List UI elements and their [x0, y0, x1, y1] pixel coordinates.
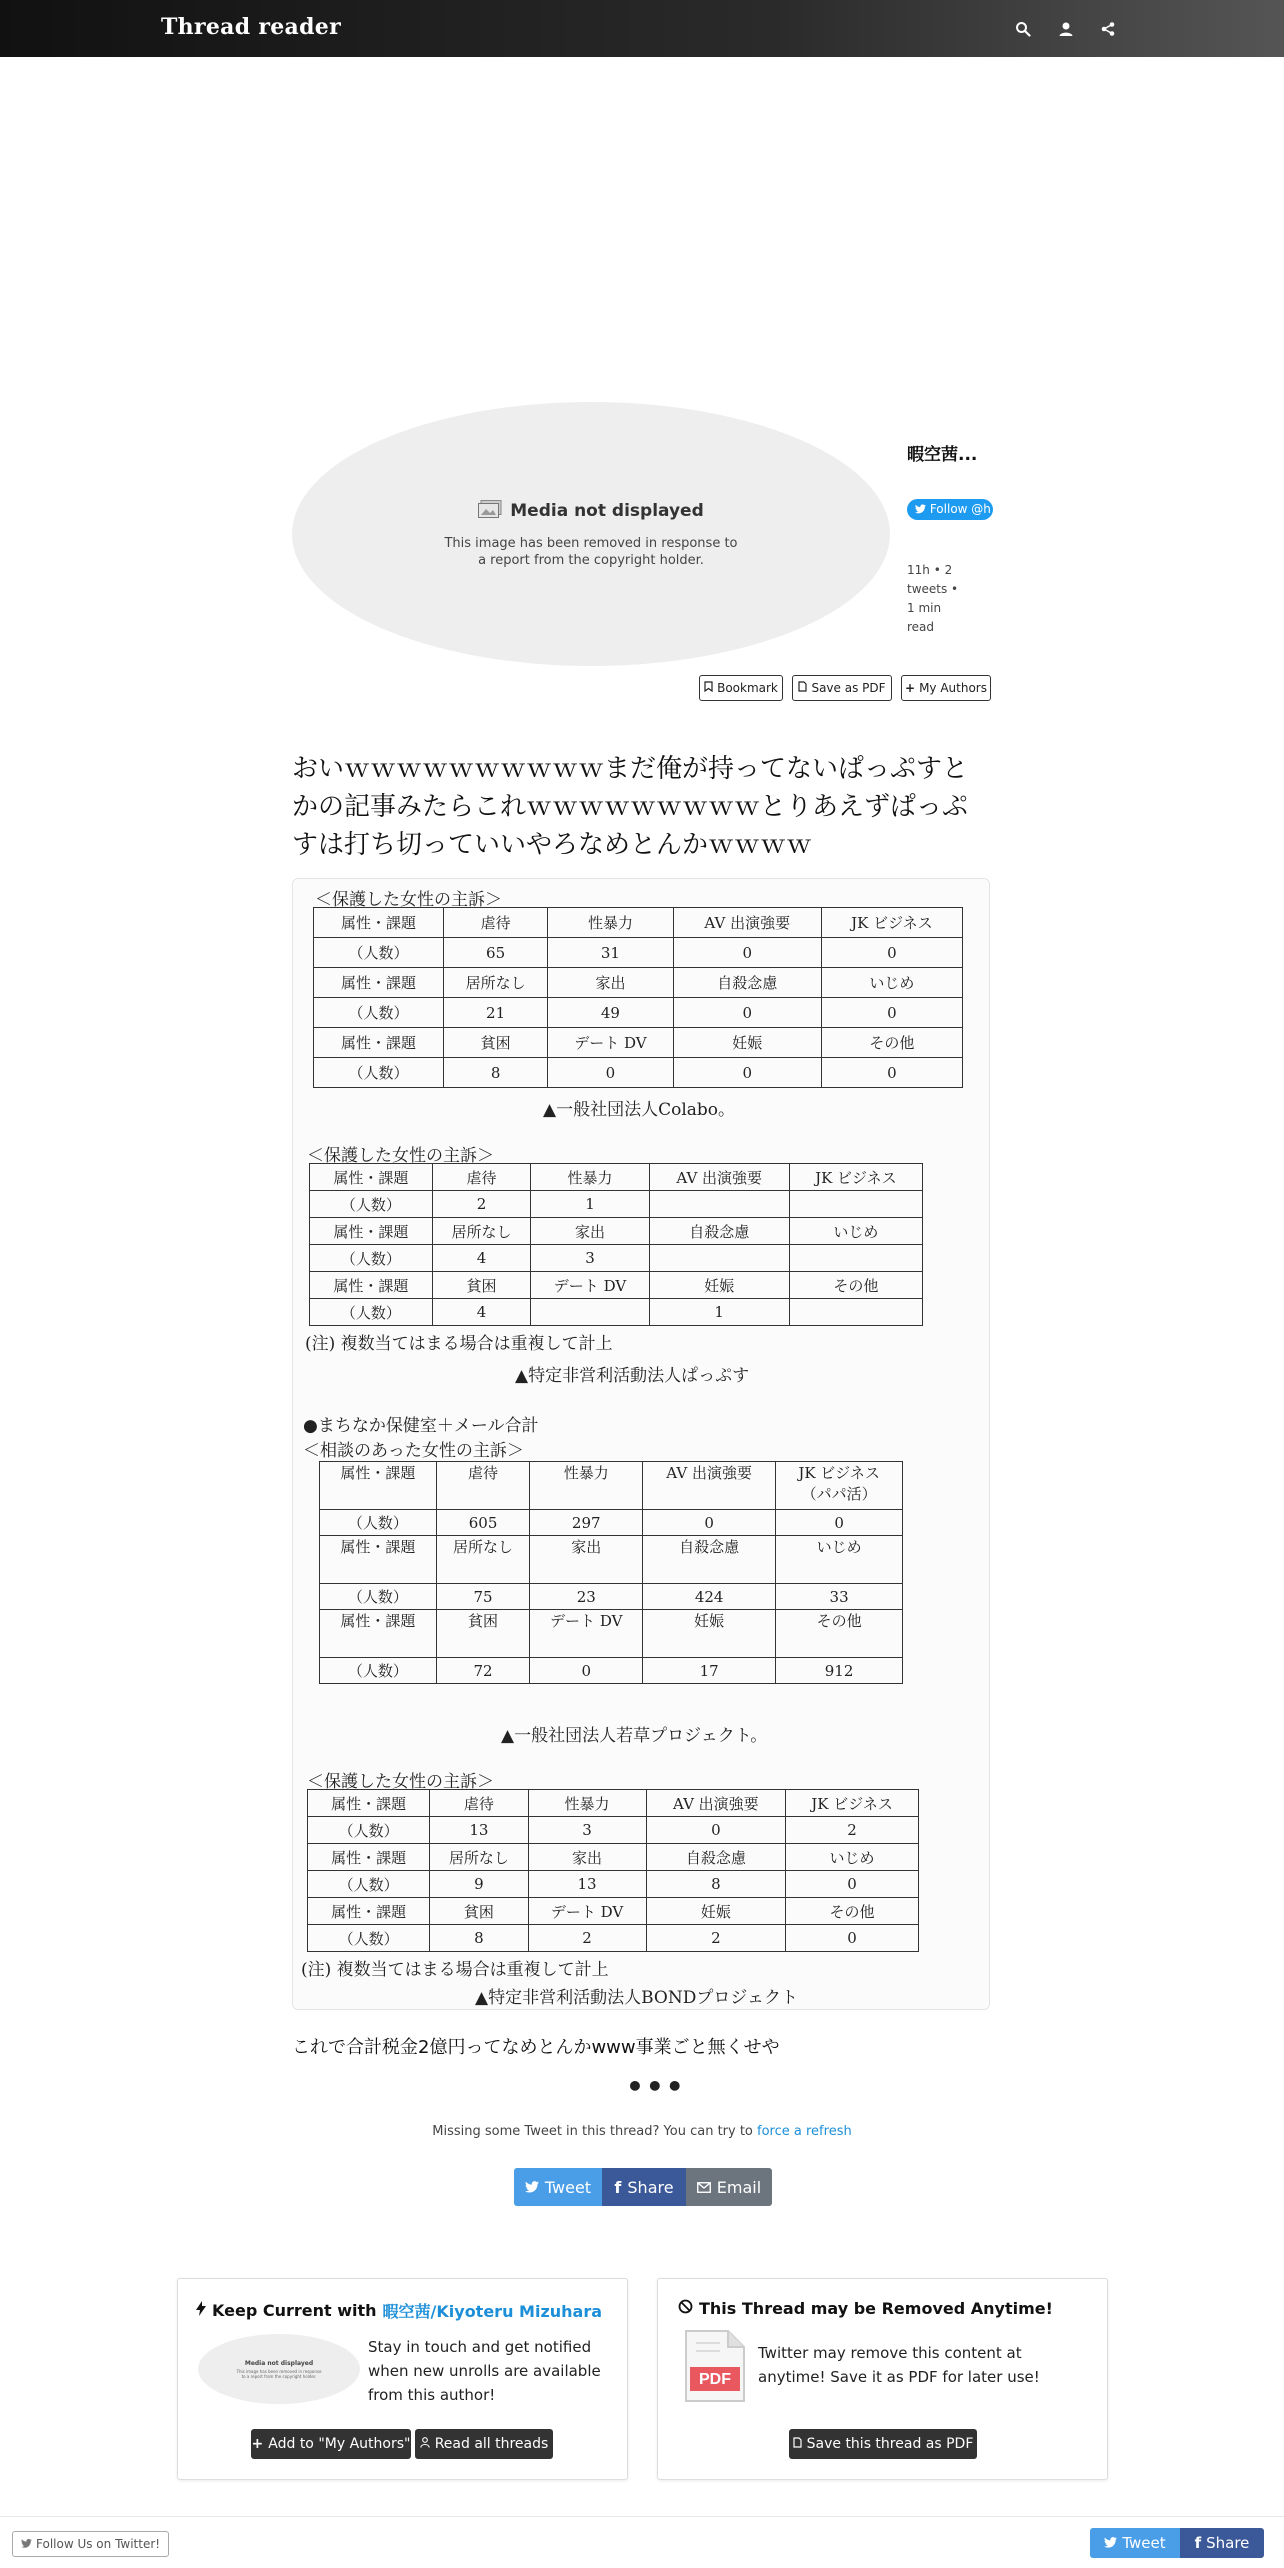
table-cell: 虐待	[432, 1164, 531, 1191]
table-cell: 属性・課題	[320, 1462, 437, 1510]
table-row	[314, 968, 963, 998]
file-pdf-icon	[798, 681, 807, 695]
save-thread-label: Save this thread as PDF	[806, 2436, 974, 2452]
mini-media-desc: This image has been removed in response to a report from the copyright holder.	[236, 2368, 322, 2379]
table-row	[308, 1871, 919, 1898]
missing-tweet-notice	[0, 2124, 1284, 2139]
table-cell: 自殺念慮	[643, 1536, 776, 1584]
table-row	[310, 1299, 923, 1326]
table-3	[319, 1461, 903, 1684]
footer-tweet-button[interactable]	[1090, 2528, 1180, 2558]
table-cell: AV 出演強要	[646, 1790, 786, 1817]
table-cell: 虐待	[430, 1790, 528, 1817]
table-cell: （人数）	[310, 1245, 433, 1272]
facebook-icon: f	[614, 2177, 622, 2197]
bolt-icon	[196, 2301, 206, 2320]
table-cell: 属性・課題	[314, 968, 444, 998]
table-cell: 属性・課題	[308, 1790, 430, 1817]
table-cell: 2	[432, 1191, 531, 1218]
footer-divider	[0, 2516, 1284, 2517]
table-cell: 65	[443, 938, 547, 968]
table-cell: 13	[528, 1871, 646, 1898]
table-cell: デート DV	[530, 1610, 643, 1658]
my-authors-button[interactable]	[901, 675, 991, 701]
table-cell: いじめ	[776, 1536, 903, 1584]
table-cell: その他	[786, 1898, 919, 1925]
tweet-label: Tweet	[544, 2177, 592, 2197]
table-1-heading: ＜保護した女性の主訴＞	[315, 890, 502, 910]
table-2	[309, 1163, 923, 1326]
table-cell: 家出	[531, 1218, 649, 1245]
table-cell: 家出	[548, 968, 673, 998]
table-row	[308, 1817, 919, 1844]
table-2-note: (注) 複数当てはまる場合は重複して計上	[305, 1334, 613, 1354]
table-cell: 23	[530, 1584, 643, 1610]
table-cell: 31	[548, 938, 673, 968]
table-cell: 性暴力	[531, 1164, 649, 1191]
table-cell: 75	[436, 1584, 530, 1610]
twitter-icon	[21, 2537, 32, 2551]
user-icon	[420, 2436, 430, 2452]
file-pdf-icon	[793, 2436, 802, 2452]
table-cell: 属性・課題	[314, 1028, 444, 1058]
keep-current-card	[177, 2278, 628, 2480]
table-cell: 2	[646, 1925, 786, 1952]
table-row	[320, 1462, 903, 1510]
table-cell: 912	[776, 1658, 903, 1684]
thread-meta: 11h • 2 tweets • 1 min read	[907, 563, 959, 634]
table-cell: 虐待	[436, 1462, 530, 1510]
table-cell: 0	[530, 1658, 643, 1684]
table-cell: 貧困	[430, 1898, 528, 1925]
table-cell: 33	[776, 1584, 903, 1610]
table-cell: 属性・課題	[308, 1844, 430, 1871]
table-cell: 49	[548, 998, 673, 1028]
table-cell: 貧困	[436, 1610, 530, 1658]
tweet-text-2: これで合計税金2億円ってなめとんかwww事業ごと無くせや	[292, 2037, 780, 2058]
table-cell: 属性・課題	[320, 1610, 437, 1658]
table-cell: 297	[530, 1510, 643, 1536]
table-cell: 属性・課題	[310, 1218, 433, 1245]
table-cell: 属性・課題	[320, 1536, 437, 1584]
table-cell: 17	[643, 1658, 776, 1684]
table-cell: 8	[646, 1871, 786, 1898]
table-row	[310, 1191, 923, 1218]
table-cell: 属性・課題	[314, 908, 444, 938]
removal-body: Twitter may remove this content at anytime! Save it as PDF for later use!	[758, 2344, 1040, 2386]
tweet-image[interactable]	[292, 878, 990, 2010]
table-cell: AV 出演強要	[673, 908, 821, 938]
table-row	[314, 938, 963, 968]
table-cell: （人数）	[314, 938, 444, 968]
table-cell: （人数）	[314, 1058, 444, 1088]
table-cell	[649, 1245, 789, 1272]
table-row	[308, 1844, 919, 1871]
table-cell: 1	[649, 1299, 789, 1326]
table-cell: 0	[643, 1510, 776, 1536]
table-cell: （人数）	[310, 1191, 433, 1218]
table-cell: 13	[430, 1817, 528, 1844]
table-2-caption: ▲特定非営利活動法人ぱっぷす	[515, 1366, 750, 1386]
read-all-threads-button[interactable]	[415, 2429, 553, 2459]
facebook-share-button[interactable]	[602, 2168, 686, 2206]
table-cell: 424	[643, 1584, 776, 1610]
table-cell: 属性・課題	[308, 1898, 430, 1925]
table-cell: 属性・課題	[310, 1164, 433, 1191]
table-cell: 0	[673, 998, 821, 1028]
table-cell: 0	[673, 938, 821, 968]
table-cell: 8	[430, 1925, 528, 1952]
follow-us-button[interactable]	[12, 2531, 169, 2557]
table-cell: 居所なし	[443, 968, 547, 998]
footer-tweet-label: Tweet	[1122, 2534, 1166, 2552]
table-cell: デート DV	[531, 1272, 649, 1299]
twitter-bird-icon	[915, 502, 930, 516]
table-cell: 自殺念慮	[646, 1844, 786, 1871]
table-4	[307, 1789, 919, 1952]
table-cell: 8	[443, 1058, 547, 1088]
table-cell: 0	[646, 1817, 786, 1844]
envelope-icon	[697, 2178, 711, 2197]
table-3-pre: ●まちなか保健室＋メール合計	[303, 1416, 539, 1436]
footer-share-label: Share	[1206, 2534, 1250, 2552]
table-cell: 4	[432, 1299, 531, 1326]
table-3-heading: ＜相談のあった女性の主訴＞	[303, 1441, 524, 1461]
bookmark-label: Bookmark	[717, 681, 778, 695]
table-4-note: (注) 複数当てはまる場合は重複して計上	[301, 1960, 609, 1980]
table-cell: 605	[436, 1510, 530, 1536]
table-cell: 21	[443, 998, 547, 1028]
author-name[interactable]: 暇空茜...	[907, 445, 978, 465]
table-cell: 自殺念慮	[673, 968, 821, 998]
table-cell: いじめ	[821, 968, 962, 998]
table-cell: （人数）	[308, 1817, 430, 1844]
table-cell: 0	[673, 1058, 821, 1088]
media-placeholder-icon	[478, 500, 502, 523]
table-row	[310, 1164, 923, 1191]
table-cell: いじめ	[789, 1218, 922, 1245]
footer-share-button[interactable]	[1180, 2528, 1264, 2558]
media-not-displayed-desc: This image has been removed in response to a report from the copyright holder.	[444, 535, 738, 568]
table-row	[310, 1245, 923, 1272]
table-cell: （人数）	[320, 1510, 437, 1536]
table-cell: JK ビジネス	[786, 1790, 919, 1817]
table-cell: 2	[528, 1925, 646, 1952]
table-cell	[789, 1191, 922, 1218]
table-cell: 2	[786, 1817, 919, 1844]
table-1	[313, 907, 963, 1088]
author-mini-avatar[interactable]	[198, 2334, 360, 2404]
table-cell: 家出	[528, 1844, 646, 1871]
twitter-icon	[525, 2178, 539, 2197]
bookmark-button[interactable]	[699, 675, 783, 701]
table-cell: 0	[821, 938, 962, 968]
pdf-file-icon	[684, 2329, 746, 2403]
table-cell: その他	[821, 1028, 962, 1058]
table-cell: 0	[786, 1925, 919, 1952]
brand-logo[interactable]: Thread reader	[161, 14, 341, 40]
table-cell: 妊娠	[646, 1898, 786, 1925]
table-4-caption: ▲特定非営利活動法人BONDプロジェクト	[475, 1988, 798, 2008]
save-pdf-label: Save as PDF	[811, 681, 886, 695]
share-icon[interactable]	[1097, 18, 1119, 40]
twitter-icon	[1104, 2534, 1117, 2552]
share-buttons	[514, 2168, 772, 2206]
search-icon[interactable]	[1012, 18, 1034, 40]
table-cell: AV 出演強要	[649, 1164, 789, 1191]
read-label: Read all threads	[434, 2436, 549, 2452]
table-cell	[649, 1191, 789, 1218]
table-cell: その他	[776, 1610, 903, 1658]
table-cell: 0	[548, 1058, 673, 1088]
table-cell: 属性・課題	[310, 1272, 433, 1299]
email-label: Email	[716, 2177, 762, 2197]
table-row	[308, 1790, 919, 1817]
follow-button[interactable]	[907, 499, 993, 520]
table-row	[310, 1272, 923, 1299]
table-cell: デート DV	[548, 1028, 673, 1058]
thread-end-ellipsis: •••	[626, 2070, 686, 2103]
table-cell: 貧困	[443, 1028, 547, 1058]
user-icon[interactable]	[1055, 18, 1077, 40]
table-cell: （人数）	[308, 1871, 430, 1898]
author-avatar[interactable]	[292, 402, 890, 666]
table-row	[320, 1510, 903, 1536]
table-cell: 虐待	[443, 908, 547, 938]
table-cell: 性暴力	[530, 1462, 643, 1510]
table-cell: その他	[789, 1272, 922, 1299]
table-row	[308, 1898, 919, 1925]
table-4-heading: ＜保護した女性の主訴＞	[307, 1772, 494, 1792]
table-cell	[531, 1299, 649, 1326]
table-row	[320, 1536, 903, 1584]
table-cell: 居所なし	[432, 1218, 531, 1245]
table-cell: 妊娠	[673, 1028, 821, 1058]
removal-warning-card	[657, 2278, 1108, 2480]
table-cell: 72	[436, 1658, 530, 1684]
author-link[interactable]: 暇空茜/Kiyoteru Mizuhara	[382, 2302, 603, 2321]
table-cell: （人数）	[320, 1658, 437, 1684]
table-cell: 0	[786, 1871, 919, 1898]
table-cell	[789, 1245, 922, 1272]
my-authors-label: My Authors	[919, 681, 987, 695]
table-cell: （人数）	[310, 1299, 433, 1326]
tweet-text-1: おいｗｗｗｗｗｗｗｗｗｗまだ俺が持ってないぱっぷすとかの記事みたらこれｗｗｗｗｗｗｗｗｗとりあえずぱっぷすは打ち切っていいやろなめとんかｗｗｗｗ	[292, 754, 969, 860]
table-cell: デート DV	[528, 1898, 646, 1925]
plus-icon: +	[251, 2436, 264, 2452]
tweet-share-button[interactable]	[514, 2168, 602, 2206]
follow-us-label: Follow Us on Twitter!	[36, 2537, 161, 2551]
table-cell: 0	[821, 998, 962, 1028]
top-navbar	[0, 0, 1284, 57]
table-cell: （人数）	[320, 1584, 437, 1610]
add-to-my-authors-button[interactable]	[251, 2429, 411, 2459]
table-cell: 0	[821, 1058, 962, 1088]
table-cell: JK ビジネス	[821, 908, 962, 938]
table-cell: 妊娠	[643, 1610, 776, 1658]
table-cell: 貧困	[432, 1272, 531, 1299]
table-cell: （人数）	[314, 998, 444, 1028]
table-row	[314, 1028, 963, 1058]
removal-title: This Thread may be Removed Anytime!	[699, 2299, 1053, 2318]
save-pdf-button[interactable]	[792, 675, 892, 701]
table-cell: 自殺念慮	[649, 1218, 789, 1245]
table-cell: 9	[430, 1871, 528, 1898]
table-cell: 性暴力	[548, 908, 673, 938]
bookmark-icon	[704, 681, 713, 695]
table-3-caption: ▲一般社団法人若草プロジェクト。	[501, 1726, 768, 1746]
table-cell: 3	[528, 1817, 646, 1844]
table-cell: AV 出演強要	[643, 1462, 776, 1510]
table-row	[320, 1584, 903, 1610]
save-thread-pdf-button[interactable]	[789, 2429, 977, 2459]
table-row	[310, 1218, 923, 1245]
pdf-label: PDF	[699, 2371, 731, 2388]
table-cell: 4	[432, 1245, 531, 1272]
table-cell: 性暴力	[528, 1790, 646, 1817]
table-cell: 家出	[530, 1536, 643, 1584]
table-cell: 居所なし	[436, 1536, 530, 1584]
force-refresh-link[interactable]: force a refresh	[757, 2124, 852, 2139]
table-cell: （人数）	[308, 1925, 430, 1952]
table-cell: 3	[531, 1245, 649, 1272]
table-cell: JK ビジネス （パパ活）	[776, 1462, 903, 1510]
table-cell	[789, 1299, 922, 1326]
facebook-icon: f	[1194, 2534, 1202, 2552]
table-row	[314, 908, 963, 938]
add-label: Add to "My Authors"	[268, 2436, 411, 2452]
mini-media-title: Media not displayed	[244, 2359, 314, 2367]
table-row	[320, 1658, 903, 1684]
keep-current-body: Stay in touch and get notified when new unrolls are available from this author!	[368, 2338, 601, 2404]
table-row	[320, 1610, 903, 1658]
email-share-button[interactable]	[686, 2168, 772, 2206]
missing-text: Missing some Tweet in this thread? You can try to	[432, 2124, 753, 2139]
ban-icon	[678, 2299, 693, 2318]
table-cell: 妊娠	[649, 1272, 789, 1299]
table-cell: 0	[776, 1510, 903, 1536]
media-not-displayed-title: Media not displayed	[510, 501, 704, 521]
table-cell: JK ビジネス	[789, 1164, 922, 1191]
keep-current-title: Keep Current with	[212, 2301, 377, 2320]
table-cell: いじめ	[786, 1844, 919, 1871]
follow-label: Follow @h	[929, 502, 991, 516]
table-row	[314, 998, 963, 1028]
table-2-heading: ＜保護した女性の主訴＞	[307, 1146, 494, 1166]
table-1-caption: ▲一般社団法人Colabo。	[543, 1100, 736, 1120]
share-label: Share	[627, 2177, 674, 2197]
table-row	[308, 1925, 919, 1952]
table-cell: 居所なし	[430, 1844, 528, 1871]
table-cell: 1	[531, 1191, 649, 1218]
plus-icon: +	[905, 681, 916, 695]
table-row	[314, 1058, 963, 1088]
